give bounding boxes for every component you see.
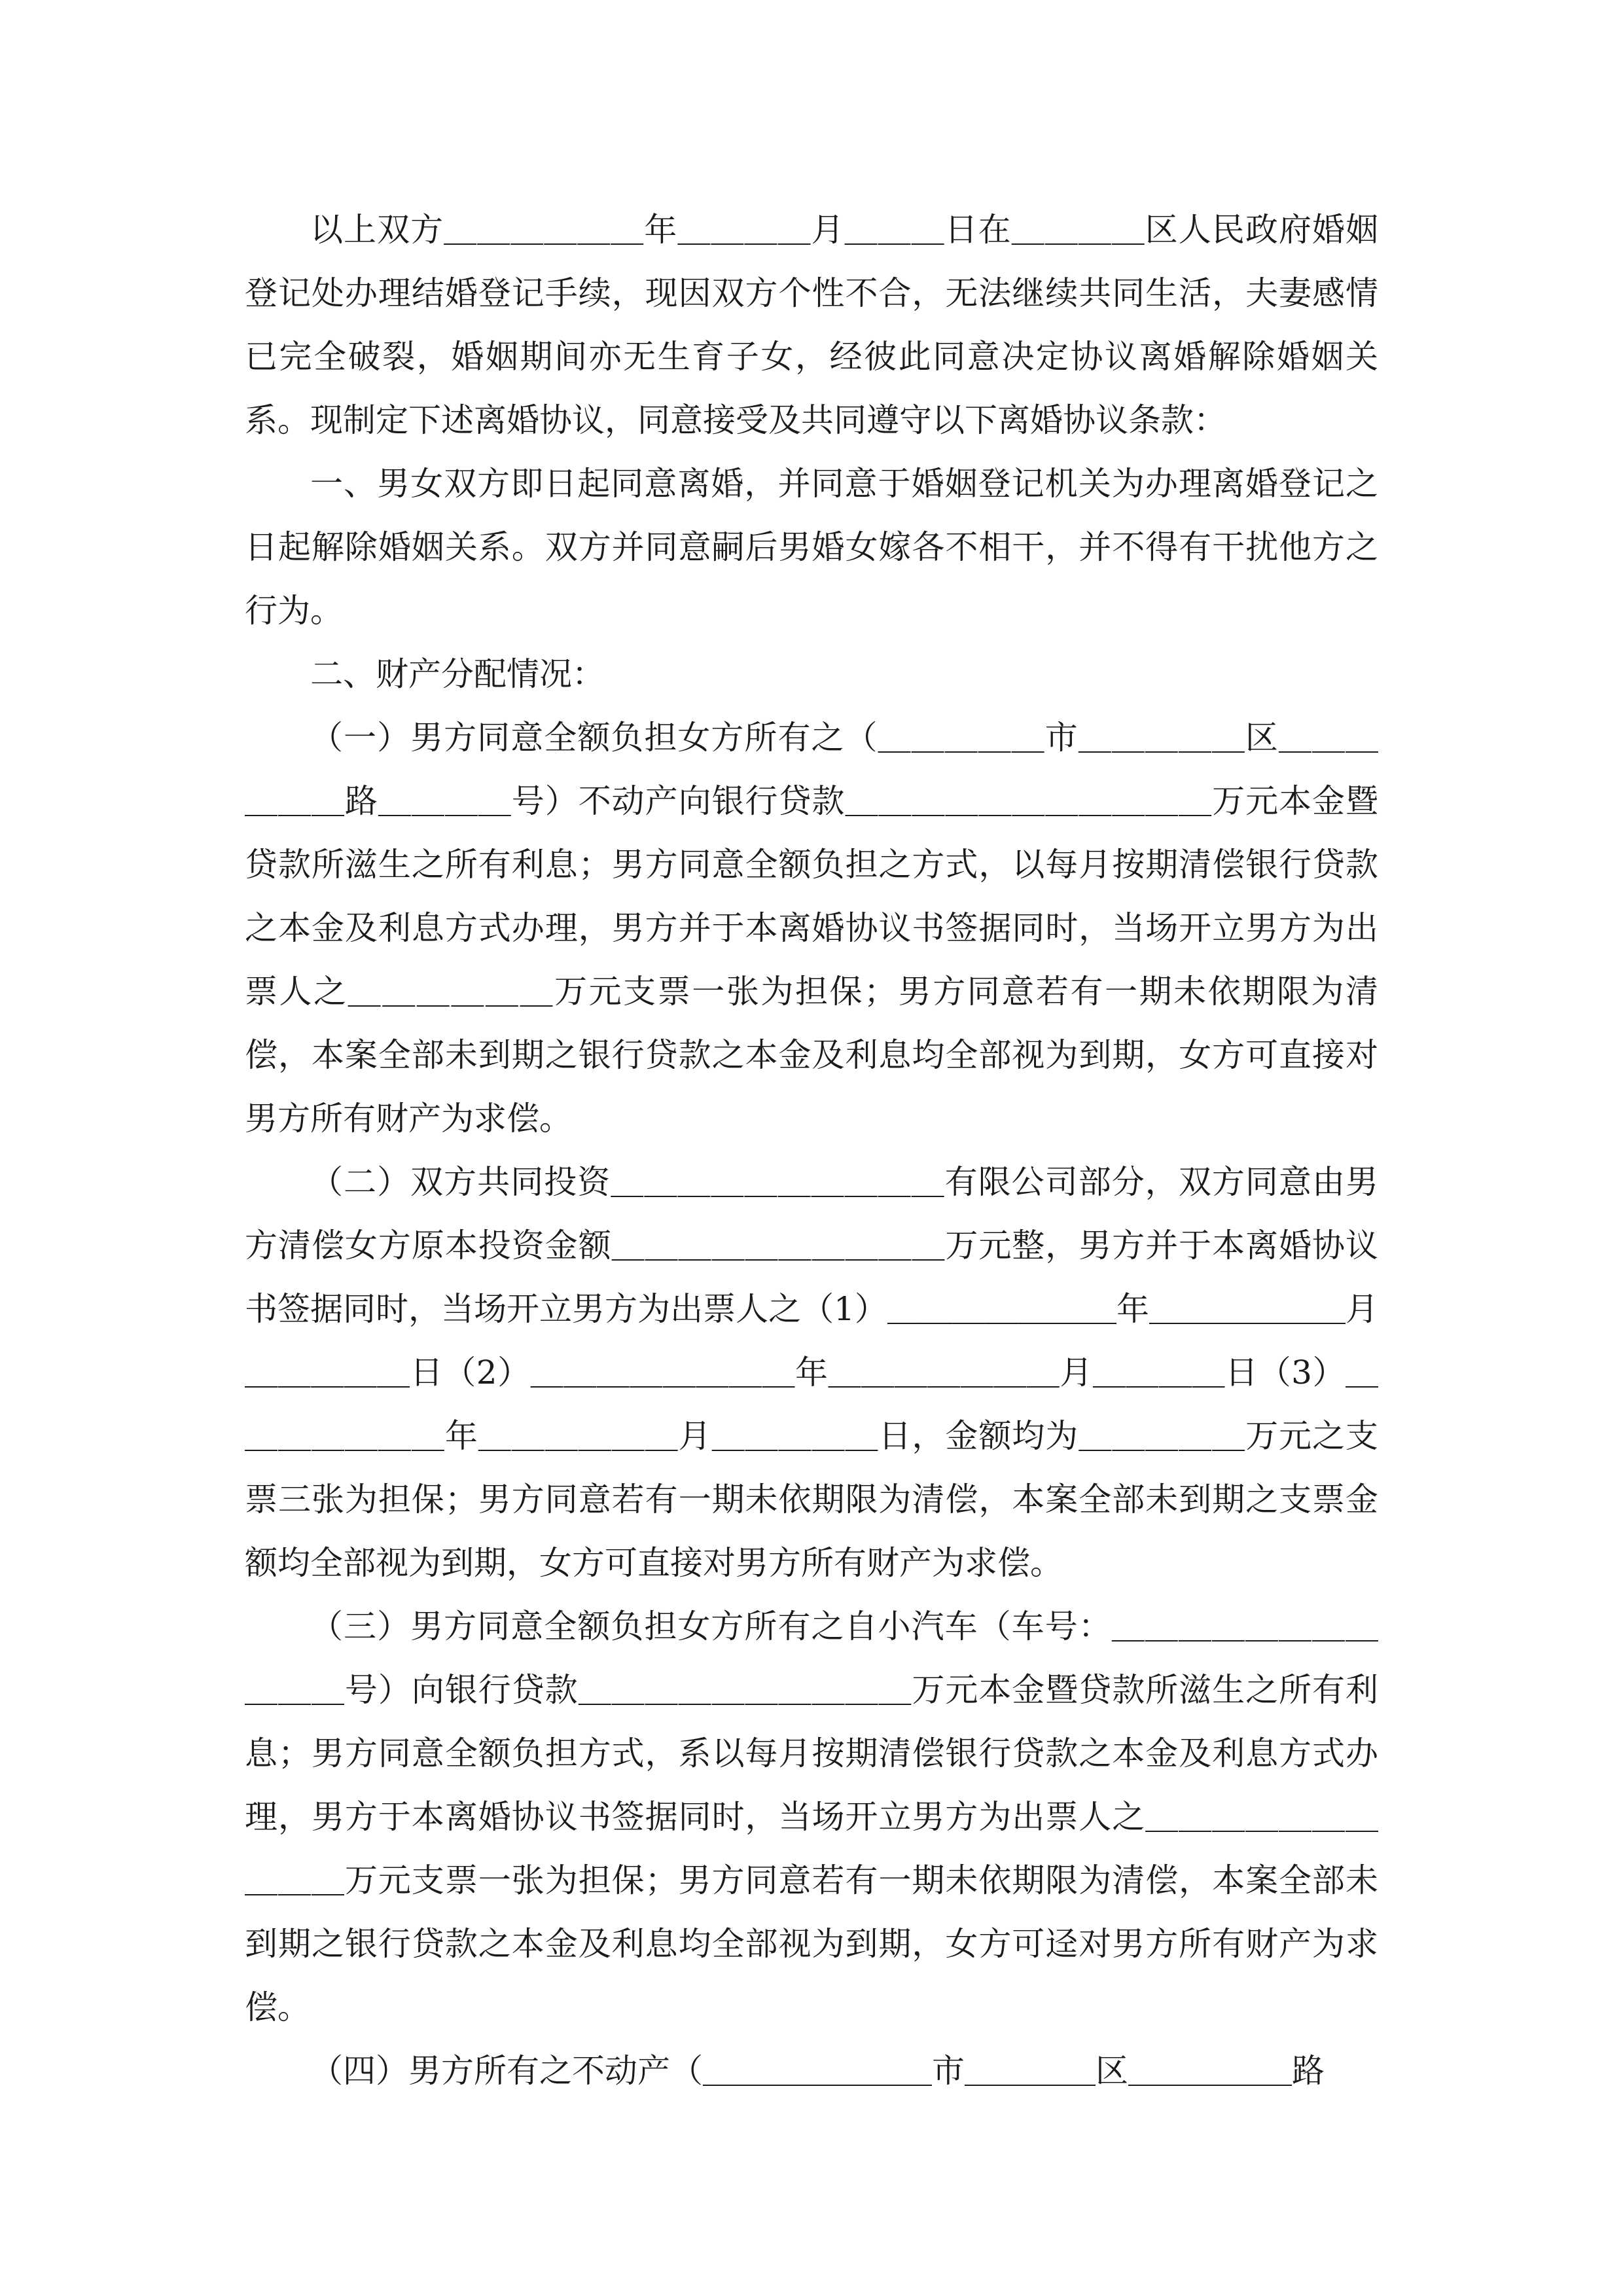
paragraph-text: （三）男方同意全额负担女方所有之自小汽车（车号：＿＿＿＿＿＿＿＿＿＿＿号）向银行贷款＿＿＿＿＿＿＿＿＿＿万元本金暨贷款所滋生之所有利息；男方同意全额负担方式，系以每月按期清偿银行贷款之本金及利息方式办理，男方于本离婚协议书签据同时，当场开立男方为出票人之＿＿＿＿＿＿＿＿＿＿万元支票一张为担保；男方同意若有一期未依期限为清偿，本案全部未到期之银行贷款之本金及利息均全部视为到期，女方可迳对男方所有财产为求偿。 — [245, 1607, 1378, 2026]
paragraph-text: （一）男方同意全额负担女方所有之（＿＿＿＿＿市＿＿＿＿＿区＿＿＿＿＿＿路＿＿＿＿号）不动产向银行贷款＿＿＿＿＿＿＿＿＿＿＿万元本金暨贷款所滋生之所有利息；男方同意全额负担之方式，以每月按期清偿银行贷款之本金及利息方式办理，男方并于本离婚协议书签据同时，当场开立男方为出票人之＿＿＿＿＿＿万元支票一张为担保；男方同意若有一期未依期限为清偿，本案全部未到期之银行贷款之本金及利息均全部视为到期，女方可直接对男方所有财产为求偿。 — [245, 719, 1378, 1138]
paragraph-text: 一、男女双方即日起同意离婚，并同意于婚姻登记机关为办理离婚登记之日起解除婚姻关系。双方并同意嗣后男婚女嫁各不相干，并不得有干扰他方之行为。 — [245, 465, 1378, 630]
paragraph-item-3 — [245, 1595, 1378, 2039]
paragraph-item-1 — [245, 706, 1378, 1151]
paragraph-text: 以上双方＿＿＿＿＿＿年＿＿＿＿月＿＿＿日在＿＿＿＿区人民政府婚姻登记处办理结婚登记手续，现因双方个性不合，无法继续共同生活，夫妻感情已完全破裂，婚姻期间亦无生育子女，经彼此同意决定协议离婚解除婚姻关系。现制定下述离婚协议，同意接受及共同遵守以下离婚协议条款： — [245, 211, 1378, 439]
paragraph-item-2 — [245, 1151, 1378, 1595]
paragraph-text: 二、财产分配情况： — [310, 655, 605, 693]
document-body — [245, 198, 1378, 2103]
paragraph-clause-2-heading — [245, 643, 1378, 706]
paragraph-item-4 — [245, 2039, 1378, 2103]
paragraph-text: （四）男方所有之不动产（＿＿＿＿＿＿＿市＿＿＿＿区＿＿＿＿＿路 — [310, 2052, 1325, 2090]
paragraph-text: （二）双方共同投资＿＿＿＿＿＿＿＿＿＿有限公司部分，双方同意由男方清偿女方原本投资金额＿＿＿＿＿＿＿＿＿＿万元整，男方并于本离婚协议书签据同时，当场开立男方为出票人之（1）＿＿＿＿＿＿＿年＿＿＿＿＿＿月＿＿＿＿＿日（2）＿＿＿＿＿＿＿＿年＿＿＿＿＿＿＿月＿＿＿＿日（3）＿＿＿＿＿＿＿年＿＿＿＿＿＿月＿＿＿＿＿日，金额均为＿＿＿＿＿万元之支票三张为担保；男方同意若有一期未依期限为清偿，本案全部未到期之支票金额均全部视为到期，女方可直接对男方所有财产为求偿。 — [245, 1163, 1378, 1582]
paragraph-preamble — [245, 198, 1378, 452]
paragraph-clause-1 — [245, 452, 1378, 643]
